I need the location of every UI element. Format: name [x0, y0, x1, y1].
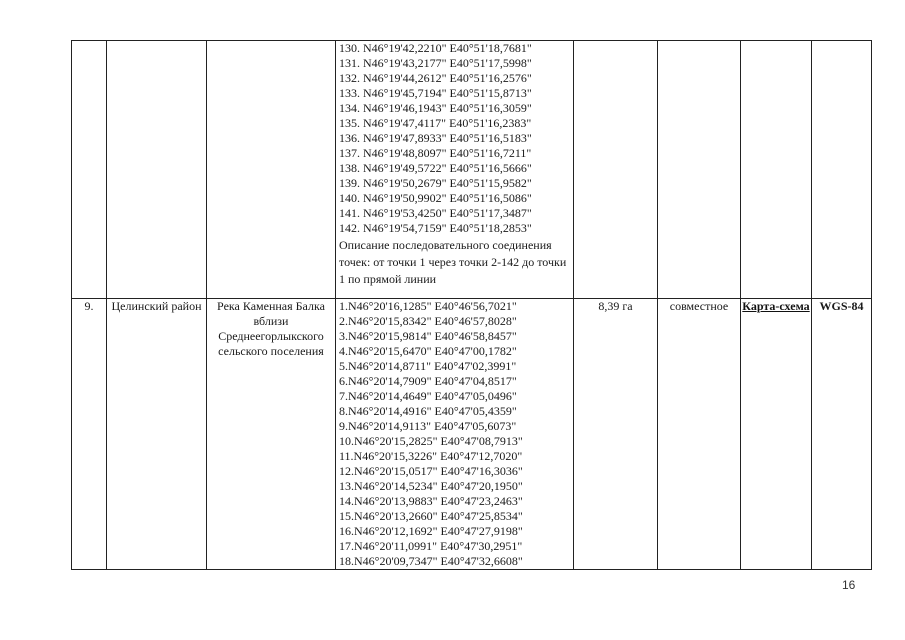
row-number-cell: 9.: [72, 299, 107, 570]
area-cell: 8,39 га: [574, 299, 658, 570]
coordinate-line: 17.N46°20'11,0991" E40°47'30,2951": [339, 539, 523, 553]
coordinate-line: 5.N46°20'14,8711" E40°47'02,3991": [339, 359, 517, 373]
map-cell: [741, 41, 812, 299]
table-row: [72, 299, 872, 570]
coordinate-line: 131. N46°19'43,2177" E40°51'17,5998": [339, 56, 532, 70]
coordinate-line: 130. N46°19'42,2210" E40°51'18,7681": [339, 41, 532, 55]
object-name-cell: [207, 41, 336, 299]
coordinate-line: 3.N46°20'15,9814" E40°46'58,8457": [339, 329, 517, 343]
coordinate-line: 4.N46°20'15,6470" E40°47'00,1782": [339, 344, 517, 358]
coordinate-line: 16.N46°20'12,1692" E40°47'27,9198": [339, 524, 523, 538]
coordinates-cell: [336, 299, 574, 570]
map-cell: [741, 299, 812, 570]
coordinate-line: 135. N46°19'47,4117" E40°51'16,2383": [339, 116, 532, 130]
coordinate-line: 7.N46°20'14,4649" E40°47'05,0496": [339, 389, 517, 403]
page-number: 16: [842, 578, 856, 592]
coordinate-line: 1.N46°20'16,1285" E40°46'56,7021": [339, 299, 517, 313]
coordinate-list: [339, 299, 573, 569]
coordinate-line: 141. N46°19'53,4250" E40°51'17,3487": [339, 206, 532, 220]
coord-system-cell: [812, 41, 872, 299]
coordinate-line: 142. N46°19'54,7159" E40°51'18,2853": [339, 221, 532, 235]
coordinates-cell: [336, 41, 574, 299]
coordinate-line: 13.N46°20'14,5234" E40°47'20,1950": [339, 479, 523, 493]
object-name-cell: Река Каменная Балка вблизи Среднеегорлыкского сельского поселения: [207, 299, 336, 570]
district-cell: Целинский район: [107, 299, 207, 570]
coordinate-line: 138. N46°19'49,5722" E40°51'16,5666": [339, 161, 532, 175]
map-link[interactable]: Карта-схема: [742, 299, 810, 313]
coordinate-line: 15.N46°20'13,2660" E40°47'25,8534": [339, 509, 523, 523]
coordinate-line: 14.N46°20'13,9883" E40°47'23,2463": [339, 494, 523, 508]
coordinate-line: 8.N46°20'14,4916" E40°47'05,4359": [339, 404, 517, 418]
coordinate-line: 134. N46°19'46,1943" E40°51'16,3059": [339, 101, 532, 115]
connection-description: Описание последовательного соединения точек: от точки 1 через точки 2-142 до точки 1 по прямой линии: [339, 238, 567, 286]
coordinate-line: 136. N46°19'47,8933" E40°51'16,5183": [339, 131, 532, 145]
table-row: [72, 41, 872, 299]
district-cell: [107, 41, 207, 299]
coordinate-line: 11.N46°20'15,3226" E40°47'12,7020": [339, 449, 523, 463]
coordinate-line: 133. N46°19'45,7194" E40°51'15,8713": [339, 86, 532, 100]
coordinate-line: 18.N46°20'09,7347" E40°47'32,6608": [339, 554, 523, 568]
area-cell: [574, 41, 658, 299]
coordinate-line: 139. N46°19'50,2679" E40°51'15,9582": [339, 176, 532, 190]
coordinate-line: 10.N46°20'15,2825" E40°47'08,7913": [339, 434, 523, 448]
coordinates-table: [71, 40, 872, 570]
coordinate-line: 6.N46°20'14,7909" E40°47'04,8517": [339, 374, 517, 388]
coordinate-line: 132. N46°19'44,2612" E40°51'16,2576": [339, 71, 532, 85]
usage-cell: [658, 41, 741, 299]
coordinate-line: 140. N46°19'50,9902" E40°51'16,5086": [339, 191, 532, 205]
coordinate-line: 9.N46°20'14,9113" E40°47'05,6073": [339, 419, 517, 433]
coord-system-label: WGS-84: [819, 299, 864, 313]
row-number-cell: [72, 41, 107, 299]
coord-system-cell: [812, 299, 872, 570]
usage-cell: совместное: [658, 299, 741, 570]
coordinate-list: [339, 41, 573, 236]
coordinate-line: 12.N46°20'15,0517" E40°47'16,3036": [339, 464, 523, 478]
coordinate-line: 137. N46°19'48,8097" E40°51'16,7211": [339, 146, 532, 160]
coordinate-line: 2.N46°20'15,8342" E40°46'57,8028": [339, 314, 517, 328]
